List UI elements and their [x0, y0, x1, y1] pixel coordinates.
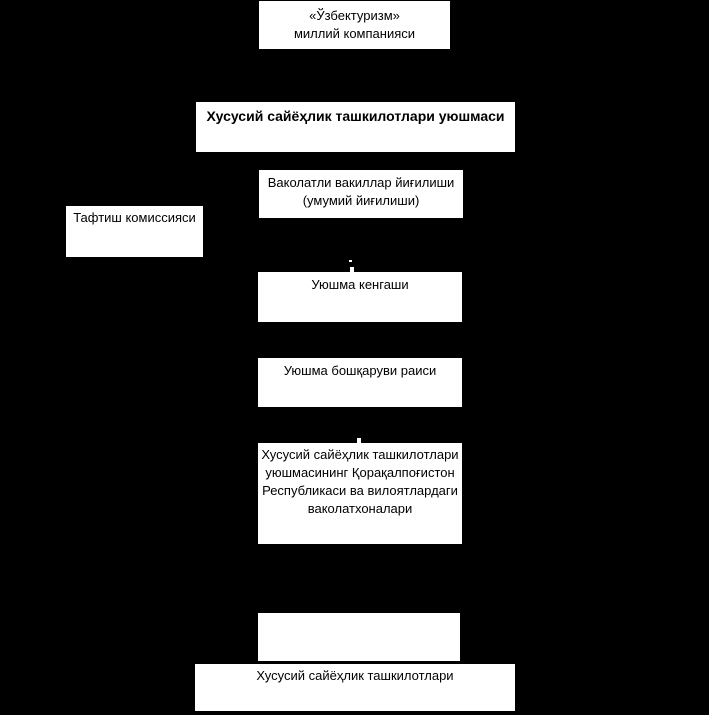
node-assembly-line1: Ваколатли вакиллар йиғилиши [267, 175, 455, 190]
node-regional-offices [258, 443, 462, 544]
connector-arrowhead-artifact [350, 267, 354, 272]
node-assembly-line2: (умумий йиғилиши) [302, 193, 420, 208]
connector-arrowhead-artifact [357, 438, 361, 443]
node-board-chairman [258, 358, 462, 407]
node-private-tourism-association [196, 102, 515, 152]
node-association-council [258, 272, 462, 322]
node-private-tourism-organizations [195, 664, 515, 711]
node-offices-line3: Республикаси ва вилоятлардаги [262, 483, 458, 498]
node-council-label: Уюшма кенгаши [311, 277, 409, 292]
node-audit-commission [66, 206, 203, 257]
node-offices-line2: уюшмасининг Қорақалпоғистон [265, 465, 455, 480]
node-chairman-label: Уюшма бошқаруви раиси [283, 363, 437, 378]
node-offices-line4: ваколатхоналари [307, 501, 413, 516]
node-organizations-label: Хусусий сайёҳлик ташкилотлари [256, 668, 454, 683]
connector-arrowhead-artifact [349, 260, 352, 262]
node-uzbektourism-line2: миллий компанияси [293, 26, 416, 41]
node-association-label: Хусусий сайёҳлик ташкилотлари уюшмаси [206, 108, 505, 124]
node-representatives-assembly [259, 170, 463, 218]
node-offices-line1: Хусусий сайёҳлик ташкилотлари [261, 447, 459, 462]
node-uzbektourism-line1: «Ўзбектуризм» [309, 8, 400, 23]
node-empty [258, 613, 460, 661]
node-audit-commission-label: Тафтиш комиссияси [73, 210, 196, 225]
node-uzbektourism-company [259, 1, 450, 49]
